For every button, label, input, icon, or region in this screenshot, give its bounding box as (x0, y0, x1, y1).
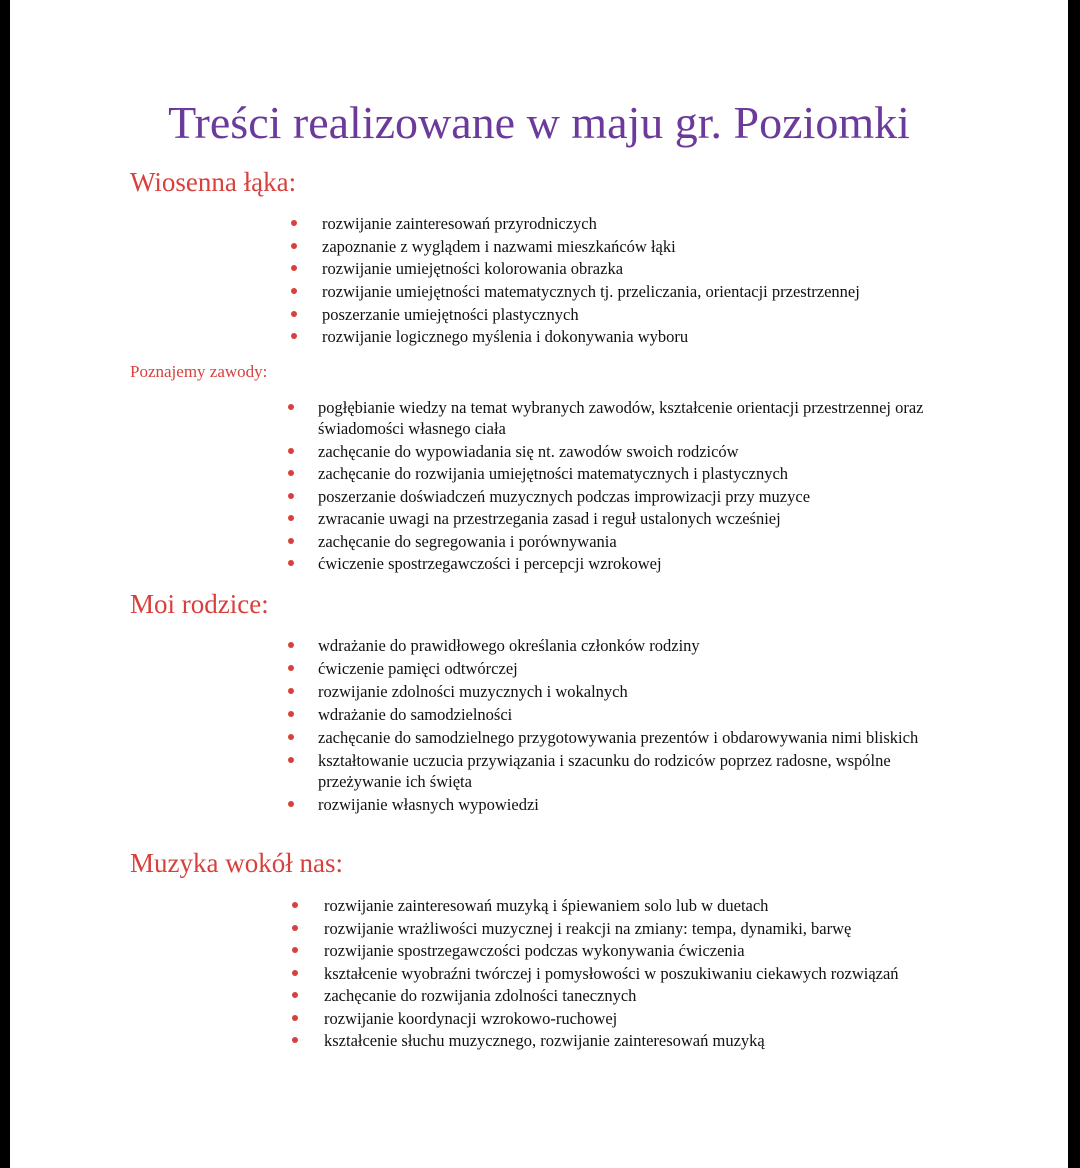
list-item: rozwijanie zainteresowań muzyką i śpiewaniem solo lub w duetach (292, 895, 952, 916)
bullet-icon (288, 711, 294, 717)
bullet-icon (288, 757, 294, 763)
section-heading-muzyka-wokol-nas: Muzyka wokół nas: (130, 848, 343, 878)
section-heading-wiosenna-laka: Wiosenna łąka: (130, 167, 297, 197)
section-list-wiosenna-laka (290, 213, 930, 349)
list-item: zachęcanie do samodzielnego przygotowywania prezentów i obdarowywania nimi bliskich (288, 727, 938, 748)
list-item: poszerzanie umiejętności plastycznych (290, 304, 930, 325)
list-item: rozwijanie zainteresowań przyrodniczych (290, 213, 930, 234)
list-item: rozwijanie umiejętności matematycznych tj. przeliczania, orientacji przestrzennej (290, 281, 930, 302)
list-item: wdrażanie do samodzielności (288, 704, 938, 725)
section-list-poznajemy-zawody (288, 397, 938, 576)
bullet-icon (291, 220, 297, 226)
list-item: ćwiczenie pamięci odtwórczej (288, 658, 938, 679)
bullet-icon (288, 515, 294, 521)
list-item: zachęcanie do segregowania i porównywania (288, 531, 938, 552)
list-item: rozwijanie własnych wypowiedzi (288, 794, 938, 815)
list-item: zachęcanie do rozwijania zdolności tanecznych (292, 985, 952, 1006)
bullet-icon (288, 734, 294, 740)
bullet-icon (288, 404, 294, 410)
list-item: rozwijanie logicznego myślenia i dokonywania wyboru (290, 326, 930, 347)
section-list-moi-rodzice (288, 635, 938, 817)
bullet-icon (288, 493, 294, 499)
list-item: rozwijanie spostrzegawczości podczas wykonywania ćwiczenia (292, 940, 952, 961)
list-item: pogłębianie wiedzy na temat wybranych zawodów, kształcenie orientacji przestrzennej oraz świadomości własnego ciała (288, 397, 938, 439)
list-item: zapoznanie z wyglądem i nazwami mieszkańców łąki (290, 236, 930, 257)
bullet-icon (292, 947, 298, 953)
bullet-icon (292, 1037, 298, 1043)
list-item: rozwijanie umiejętności kolorowania obrazka (290, 258, 930, 279)
bullet-icon (292, 1015, 298, 1021)
list-item: zachęcanie do wypowiadania się nt. zawodów swoich rodziców (288, 441, 938, 462)
list-item: kształcenie słuchu muzycznego, rozwijanie zainteresowań muzyką (292, 1030, 952, 1051)
list-item: zachęcanie do rozwijania umiejętności matematycznych i plastycznych (288, 463, 938, 484)
bullet-icon (291, 333, 297, 339)
bullet-icon (288, 470, 294, 476)
document-page (10, 0, 1068, 1168)
section-heading-poznajemy-zawody: Poznajemy zawody: (130, 362, 268, 381)
list-item: ćwiczenie spostrzegawczości i percepcji wzrokowej (288, 553, 938, 574)
list-item: rozwijanie zdolności muzycznych i wokalnych (288, 681, 938, 702)
section-list-muzyka-wokol-nas (292, 895, 952, 1053)
bullet-icon (288, 665, 294, 671)
list-item: poszerzanie doświadczeń muzycznych podczas improwizacji przy muzyce (288, 486, 938, 507)
document-title: Treści realizowane w maju gr. Poziomki (168, 97, 910, 148)
bullet-icon (288, 448, 294, 454)
list-item: wdrażanie do prawidłowego określania członków rodziny (288, 635, 938, 656)
list-item: rozwijanie wrażliwości muzycznej i reakcji na zmiany: tempa, dynamiki, barwę (292, 918, 952, 939)
list-item: zwracanie uwagi na przestrzegania zasad i reguł ustalonych wcześniej (288, 508, 938, 529)
bullet-icon (288, 560, 294, 566)
section-heading-moi-rodzice: Moi rodzice: (130, 589, 269, 619)
bullet-icon (292, 970, 298, 976)
bullet-icon (288, 688, 294, 694)
bullet-icon (288, 642, 294, 648)
bullet-icon (288, 801, 294, 807)
bullet-icon (291, 265, 297, 271)
list-item: kształcenie wyobraźni twórczej i pomysłowości w poszukiwaniu ciekawych rozwiązań (292, 963, 952, 984)
bullet-icon (292, 992, 298, 998)
bullet-icon (291, 311, 297, 317)
list-item: rozwijanie koordynacji wzrokowo-ruchowej (292, 1008, 952, 1029)
bullet-icon (288, 538, 294, 544)
bullet-icon (291, 288, 297, 294)
bullet-icon (292, 902, 298, 908)
bullet-icon (292, 925, 298, 931)
bullet-icon (291, 243, 297, 249)
list-item: kształtowanie uczucia przywiązania i szacunku do rodziców poprzez radosne, wspólne przeżywanie ich święta (288, 750, 938, 792)
